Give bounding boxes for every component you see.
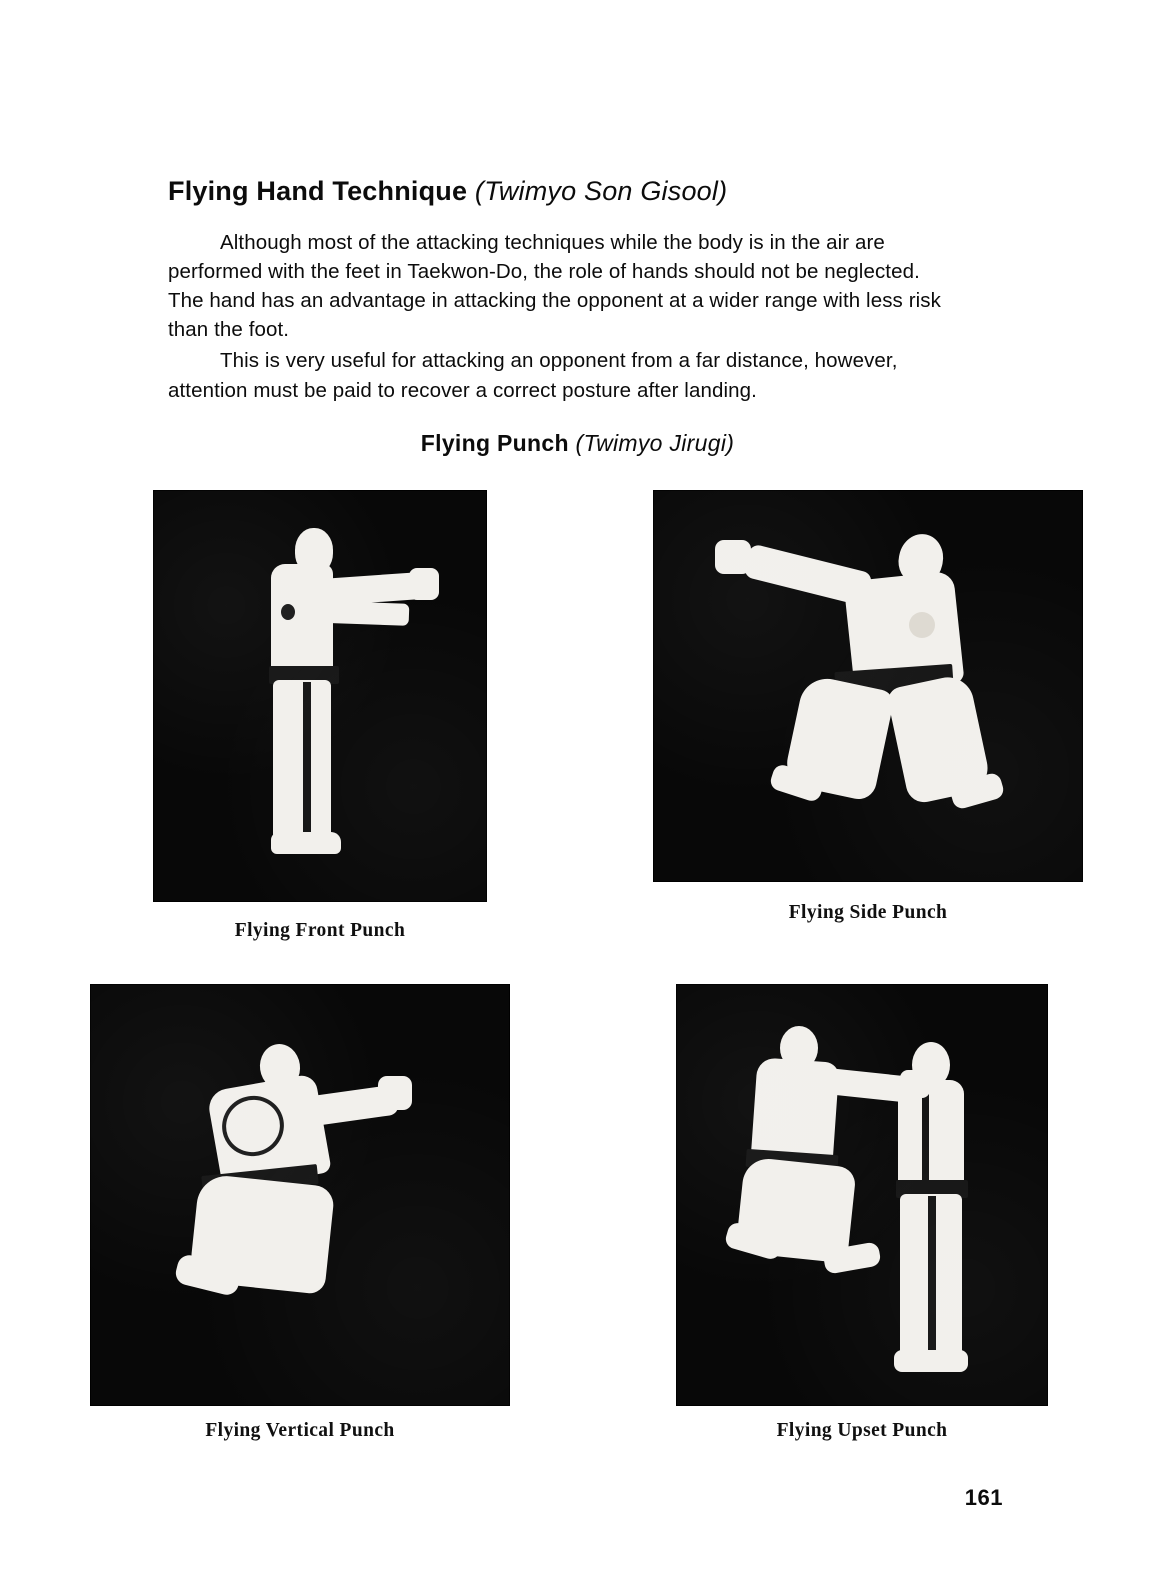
photo-flying-side-punch — [653, 490, 1083, 882]
photo-subject-head — [780, 1026, 818, 1070]
figure-flying-upset-punch — [676, 984, 1048, 1442]
section-title-korean: (Twimyo Son Gisool) — [474, 176, 728, 206]
photo-subject-fist — [900, 1070, 930, 1098]
photo-subject-legs — [273, 680, 331, 844]
photo-subject-arm — [743, 543, 873, 606]
photo-subject-leg-stripe — [303, 682, 311, 842]
figure-caption: Flying Side Punch — [788, 902, 948, 923]
photo-subject-head — [295, 528, 333, 574]
photo-opponent-leg-stripe — [928, 1196, 936, 1360]
page-title — [168, 176, 1008, 207]
photo-flying-upset-punch — [676, 984, 1048, 1406]
body-text — [168, 228, 958, 407]
section-title-text: Flying Hand Technique — [168, 176, 468, 206]
figure-flying-side-punch — [653, 490, 1083, 924]
photo-subject-arm-lower — [305, 600, 410, 626]
paragraph-2: This is very useful for attacking an opponent from a far distance, however, attention must be paid to recover a correct posture after landing. — [168, 349, 898, 402]
subsection-title-korean: (Twimyo Jirugi) — [575, 430, 735, 456]
photo-flying-front-punch — [153, 490, 487, 902]
subsection-title — [0, 430, 1155, 457]
page-number: 161 — [964, 1485, 1003, 1510]
subsection-title-text: Flying Punch — [420, 430, 569, 456]
figure-flying-vertical-punch — [90, 984, 510, 1442]
figure-flying-front-punch — [153, 490, 487, 942]
photo-subject-emblem-inner — [281, 604, 295, 620]
photo-subject-fist — [378, 1076, 412, 1110]
paragraph-1: Although most of the attacking techniques while the body is in the air are performed with the feet in Taekwon-Do, the role of hands should not be neglected. The hand has an advantage in attacking the opponent at a wider range with less risk than the foot. — [168, 231, 941, 342]
figure-caption: Flying Vertical Punch — [205, 1420, 395, 1441]
photo-subject-fist — [409, 568, 439, 600]
figure-caption: Flying Upset Punch — [776, 1420, 948, 1441]
photo-subject-emblem — [909, 612, 935, 638]
photo-subject-fist — [715, 540, 751, 574]
photo-subject-foot — [271, 832, 341, 854]
photo-flying-vertical-punch — [90, 984, 510, 1406]
photo-opponent-foot — [894, 1350, 968, 1372]
figure-caption: Flying Front Punch — [234, 920, 406, 941]
